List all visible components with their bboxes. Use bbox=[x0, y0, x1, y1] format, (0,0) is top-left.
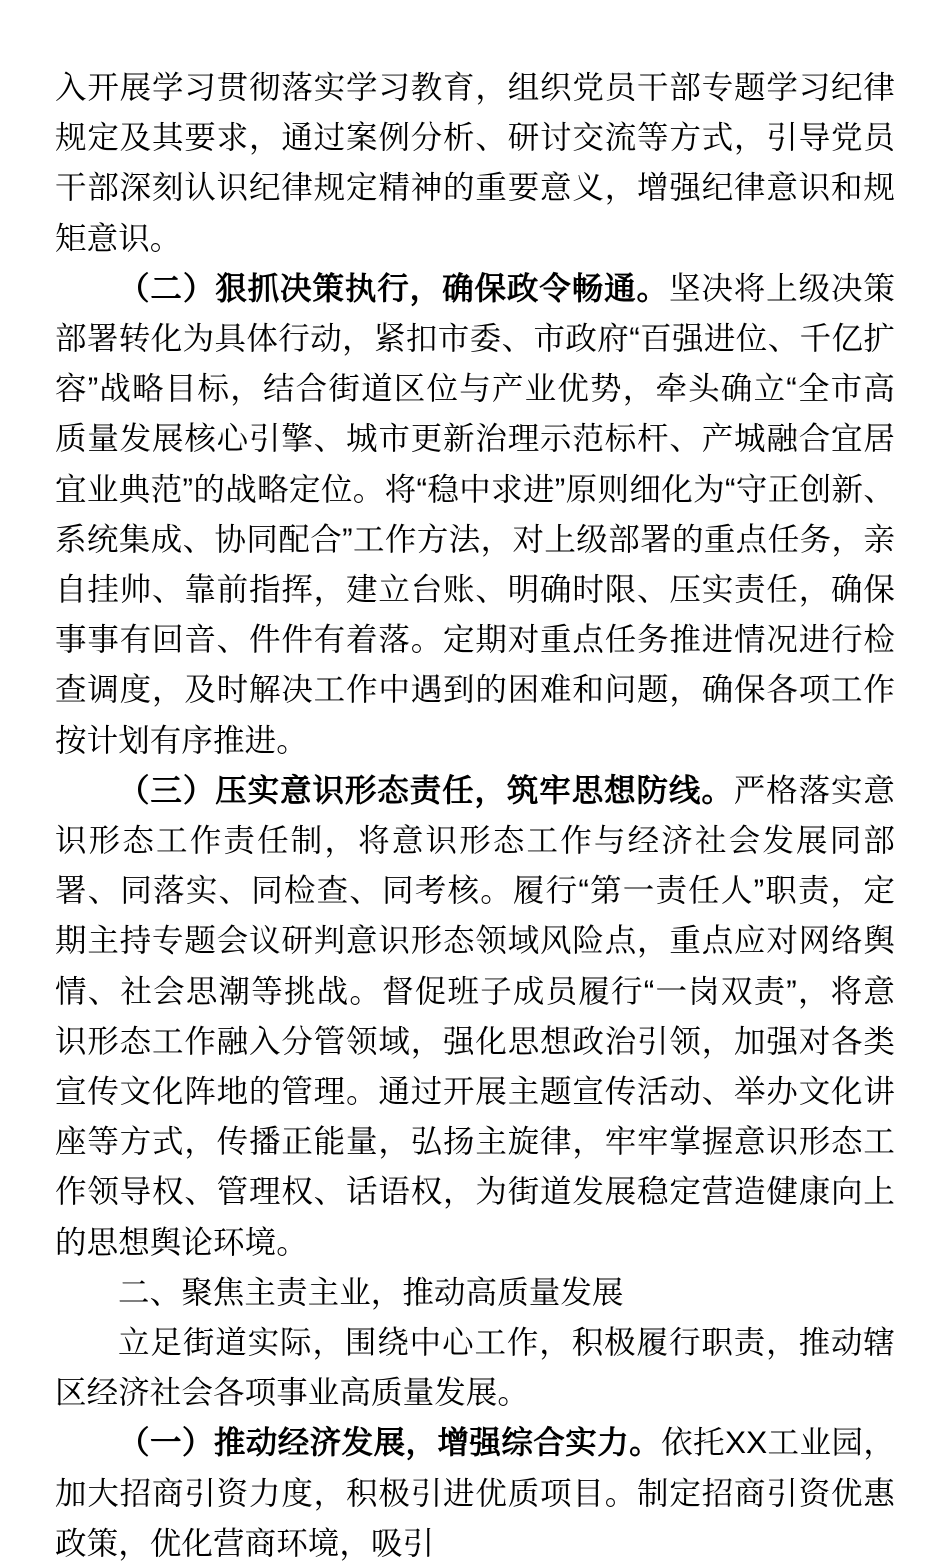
section-heading-text: 二、聚焦主责主业，推动高质量发展 bbox=[118, 1273, 624, 1310]
run-in-heading-two: （二）狠抓决策执行，确保政令畅通。 bbox=[118, 269, 669, 306]
paragraph-section-3-1 bbox=[55, 1417, 895, 1568]
paragraph-text: 入开展学习贯彻落实学习教育，组织党员干部专题学习纪律规定及其要求，通过案例分析、研讨交流等方式，引导党员干部深刻认识纪律规定精神的重要意义，增强纪律意识和规矩意识。 bbox=[55, 69, 895, 256]
run-in-heading-one: （一）推动经济发展，增强综合实力。 bbox=[118, 1424, 662, 1461]
paragraph-text: 依托XX工业园，加大招商引资力度，积极引进优质项目。制定招商引资优惠政策，优化营商环境，吸引 bbox=[55, 1424, 895, 1561]
paragraph-text: 立足街道实际，围绕中心工作，积极履行职责，推动辖区经济社会各项事业高质量发展。 bbox=[55, 1324, 895, 1411]
paragraph-intro-section-two bbox=[55, 1317, 895, 1417]
paragraph-text: 坚决将上级决策部署转化为具体行动，紧扣市委、市政府“百强进位、千亿扩容”战略目标，结合街道区位与产业优势，牵头确立“全市高质量发展核心引擎、城市更新治理示范标杆、产城融合宜居宜业典范”的战略定位。将“稳中求进”原则细化为“守正创新、系统集成、协同配合”工作方法，对上级部署的重点任务，亲自挂帅、靠前指挥，建立台账、明确时限、压实责任，确保事事有回音、件件有着落。定期对重点任务推进情况进行检查调度，及时解决工作中遇到的困难和问题，确保各项工作按计划有序推进。 bbox=[55, 269, 896, 758]
paragraph-section-2-3 bbox=[55, 765, 895, 1267]
paragraph-text: 严格落实意识形态工作责任制，将意识形态工作与经济社会发展同部署、同落实、同检查、同考核。履行“第一责任人”职责，定期主持专题会议研判意识形态领域风险点，重点应对网络舆情、社会思潮等挑战。督促班子成员履行“一岗双责”，将意识形态工作融入分管领域，强化思想政治引领，加强对各类宣传文化阵地的管理。通过开展主题宣传活动、举办文化讲座等方式，传播正能量，弘扬主旋律，牢牢掌握意识形态工作领导权、管理权、话语权，为街道发展稳定营造健康向上的思想舆论环境。 bbox=[55, 771, 895, 1260]
document-body bbox=[55, 62, 895, 1568]
run-in-heading-three: （三）压实意识形态责任，筑牢思想防线。 bbox=[118, 771, 734, 808]
section-heading-two bbox=[55, 1267, 895, 1317]
paragraph-section-2-2 bbox=[55, 263, 895, 765]
paragraph-continuation bbox=[55, 62, 895, 263]
